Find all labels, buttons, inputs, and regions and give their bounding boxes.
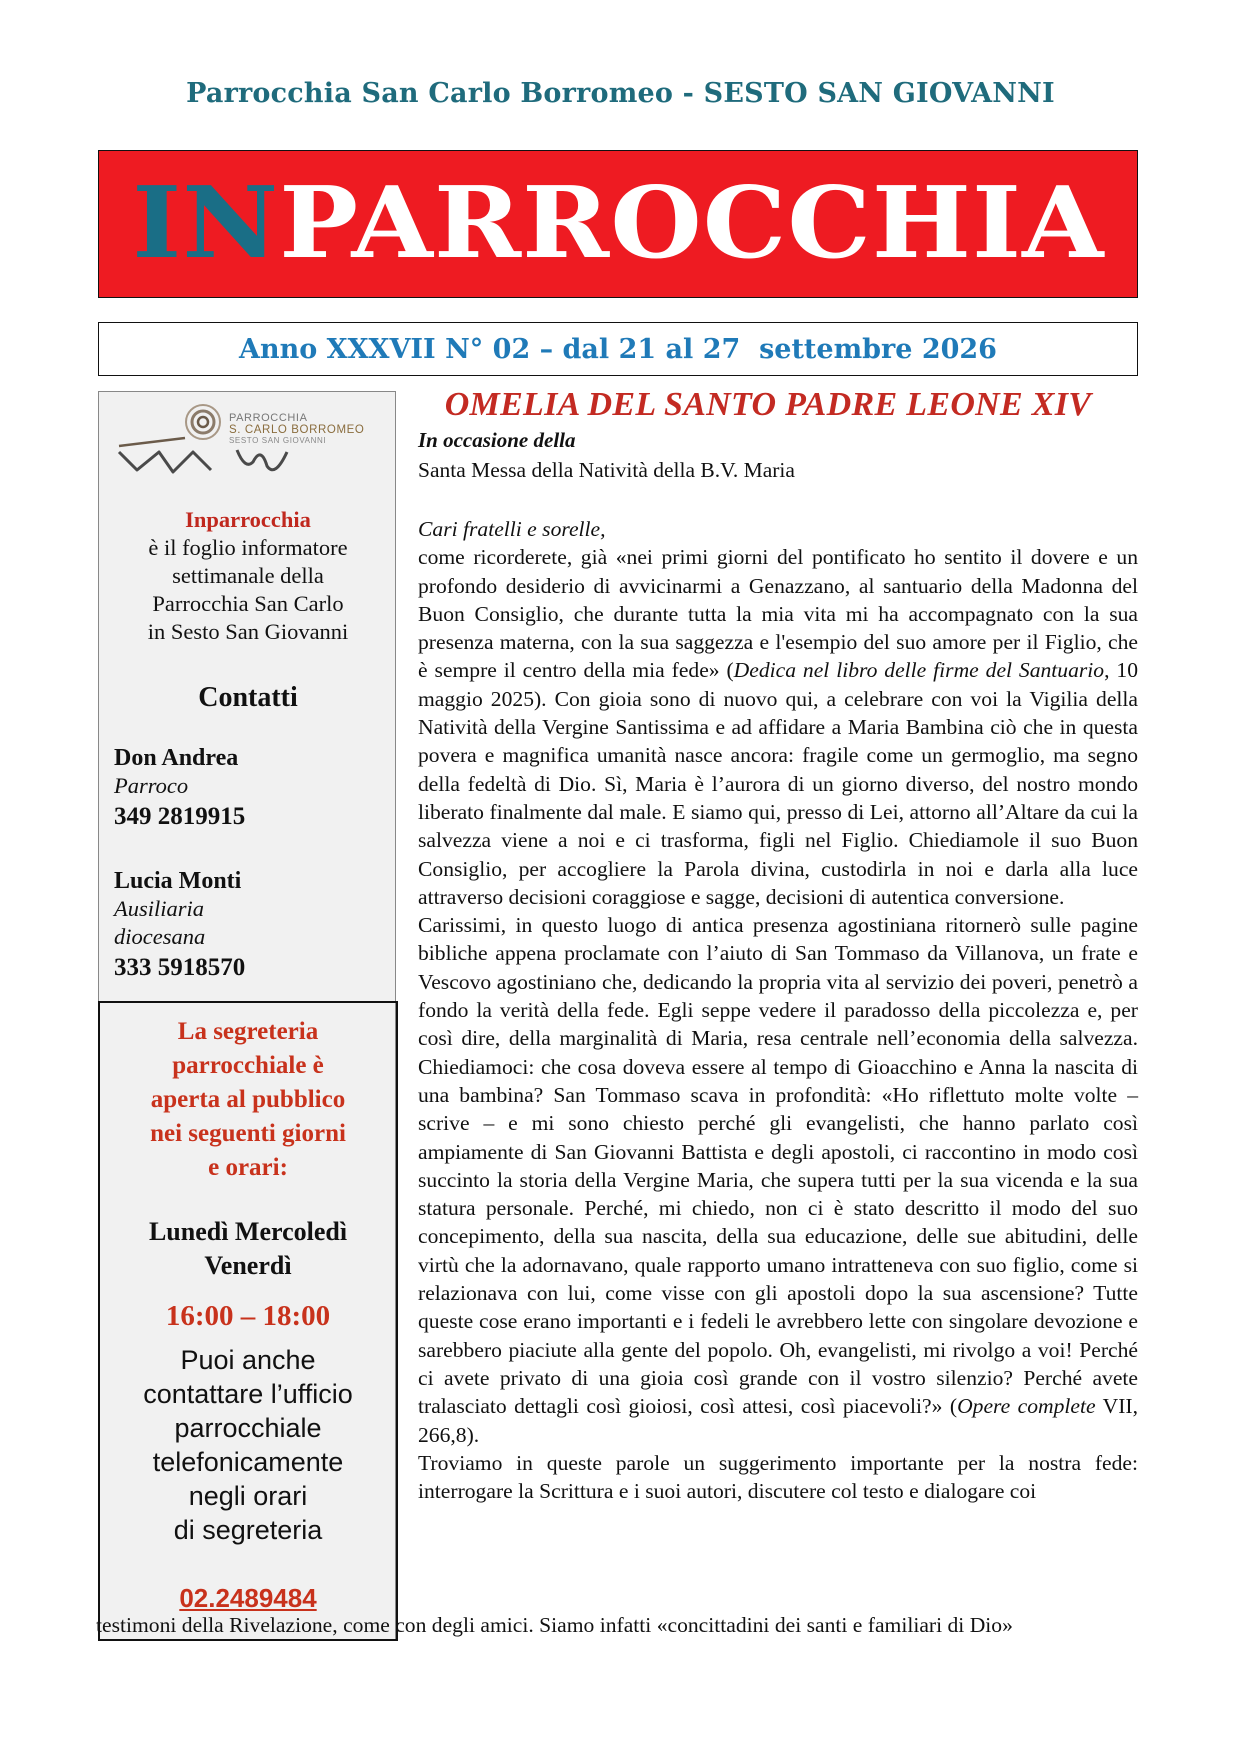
office-note-line: parrocchiale (174, 1413, 322, 1443)
office-note (100, 1343, 396, 1547)
office-hours: 16:00 – 18:00 (165, 1300, 331, 1332)
office-phone-link[interactable]: 02.2489484 (179, 1583, 317, 1613)
article-continuation: testimoni della Rivelazione, come con degli amici. Siamo infatti «concittadini dei santi e familiari di Dio» (96, 1613, 1013, 1637)
article-occasion: In occasione della (418, 428, 576, 452)
paragraph-text: , 10 maggio 2025). Con gioia sono di nuovo qui, a celebrare con voi la Vigilia della Natività della Vergine Santissima e ad affidare a Maria Bambina ciò che in questa povera e magnifica umanità nasce ancora: fragile come un germoglio, ma segno della fedeltà di Dio. Sì, Maria è l’aurora di un giorno diverso, del nostro mondo liberato finalmente dal male. E siamo qui, presso di Lei, attorno all’Altare da cui la salvezza viene a noi e ci trasforma, figli nel Figlio. Chiediamole il suo Buon Consiglio, per accogliere la Parola divina, custodirla in noi e darla alla luce attraverso decisioni coraggiose e sagge, decisioni di autentica conversione. (418, 658, 1138, 909)
intro-line: Parrocchia San Carlo (152, 591, 344, 616)
office-heading-line: parrocchiale è (172, 1052, 324, 1079)
parish-logo (115, 400, 379, 480)
paragraph-text: come ricorderete, già «nei primi giorni del pontificato ho sentito il dovere e un profondo desiderio di avvicinarmi a Genazzano, al santuario della Madonna del Buon Consiglio, che durante tutta la mia vita mi ha accompagnato con la sua presenza materna, con la sua saggezza e l'esempio del suo amore per il Figlio, che è sempre il centro della mia fede» ( (418, 545, 1138, 683)
office-days (100, 1215, 396, 1283)
contact-parroco (114, 744, 245, 831)
office-heading-line: e orari: (208, 1154, 288, 1181)
intro-line: settimanale della (172, 563, 324, 588)
contact-role: Ausiliaria (114, 896, 205, 921)
intro-line: è il foglio informatore (148, 535, 348, 560)
logo-line-2: S. CARLO BORROMEO (229, 424, 365, 437)
contact-name: Lucia Monti (114, 868, 242, 894)
office-heading-line: aperta al pubblico (150, 1086, 346, 1113)
masthead-title-in: IN (131, 166, 279, 281)
issue-info (98, 322, 1138, 376)
article-paragraph (418, 911, 1138, 1449)
contact-role: Parroco (114, 773, 189, 798)
office-note-line: Puoi anche (180, 1345, 316, 1375)
office-note-line: telefonicamente (152, 1447, 344, 1477)
contact-ausiliaria (114, 867, 245, 982)
paragraph-text: VII, 266,8). (418, 1394, 1138, 1447)
article-paragraph (418, 543, 1138, 911)
citation: Opere complete (957, 1394, 1096, 1419)
office-heading (100, 1015, 396, 1185)
office-hours-box (98, 1001, 398, 1641)
office-note-line: negli orari (188, 1481, 308, 1511)
article-body (418, 515, 1138, 1505)
paragraph-text: Carissimi, in questo luogo di antica presenza agostiniana ritornerò sulle pagine bibliche appena proclamate con l’aiuto di San Tommaso da Villanova, un frate e Vescovo agostiniano che, dedicando la propria vita al servizio dei poveri, penetrò a fondo la verità della fede. Egli seppe vedere il paradosso della piccolezza e, per così dire, della marginalità di Maria, resa centrale nell’economia della salvezza. Chiediamoci: che cosa doveva essere al tempo di Gioacchino e Anna la nascita di una bambina? San Tommaso scava in profondità: «Ho riflettuto molte volte – scrive – e mi sono chiesto perché gli evangelisti, che hanno parlato così ampiamente di San Giovanni Battista e degli apostoli, ci raccontino in modo così succinto la storia della Vergine Maria, che supera tutti per la sua vicenda e la sua statura personale. Perché, mi chiedo, non ci è stato descritto il modo del suo concepimento, della sua nascita, della sua educazione, delle sue abitudini, delle virtù che la adornavano, quale rapporto umano intratteneva con suo figlio, come si relazionava con lui, come visse con gli apostoli dopo la sua ascensione? Tutte queste cose erano importanti e i fedeli le avrebbero lette con singolare devozione e sarebbero piaciute alla gente del popolo. Oh, evangelisti, mi rivolgo a voi! Perché ci avete privato di una gioia così grande con il vostro silenzio? Perché avete tralasciato dettagli così gioiosi, così attesi, così piacevoli?» ( (418, 913, 1138, 1419)
office-note-line: di segreteria (173, 1515, 323, 1545)
sidebar (98, 391, 396, 1640)
logo-text (229, 412, 364, 446)
contact-phone: 349 2819915 (114, 803, 246, 830)
office-days-line: Venerdì (204, 1251, 292, 1280)
citation: Dedica nel libro delle firme del Santuario (733, 658, 1105, 683)
sidebar-intro (99, 506, 397, 646)
logo-line-1: PARROCCHIA (229, 412, 308, 424)
office-heading-line: La segreteria (177, 1018, 319, 1045)
intro-name: Inparrocchia (185, 507, 311, 532)
office-note-line: contattare l’ufficio (143, 1379, 353, 1409)
masthead-banner (98, 150, 1138, 298)
article-occasion-subtitle: Santa Messa della Natività della B.V. Maria (418, 458, 795, 482)
article-paragraph: Troviamo in queste parole un suggerimento importante per la nostra fede: interrogare la Scrittura e i suoi autori, discutere col testo e dialogare coi (418, 1450, 1138, 1504)
contacts-title: Contatti (198, 682, 298, 713)
issue-text: Anno XXXVII N° 02 – dal 21 al 27 settembre 2026 (239, 333, 997, 365)
logo-line-3: SESTO SAN GIOVANNI (229, 435, 327, 445)
masthead-title (131, 166, 1105, 281)
intro-line: in Sesto San Giovanni (147, 619, 349, 644)
article-greeting: Cari fratelli e sorelle, (418, 517, 606, 541)
contact-phone: 333 5918570 (114, 954, 246, 981)
contact-role: diocesana (114, 924, 206, 949)
office-heading-line: nei seguenti giorni (150, 1120, 346, 1147)
parish-header: Parrocchia San Carlo Borromeo - SESTO SAN GIOVANNI (186, 78, 1055, 109)
masthead-title-rest: PARROCCHIA (278, 166, 1105, 281)
office-days-line: Lunedì Mercoledì (148, 1217, 348, 1246)
article-title: OMELIA DEL SANTO PADRE LEONE XIV (444, 386, 1092, 423)
contact-name: Don Andrea (114, 745, 239, 771)
